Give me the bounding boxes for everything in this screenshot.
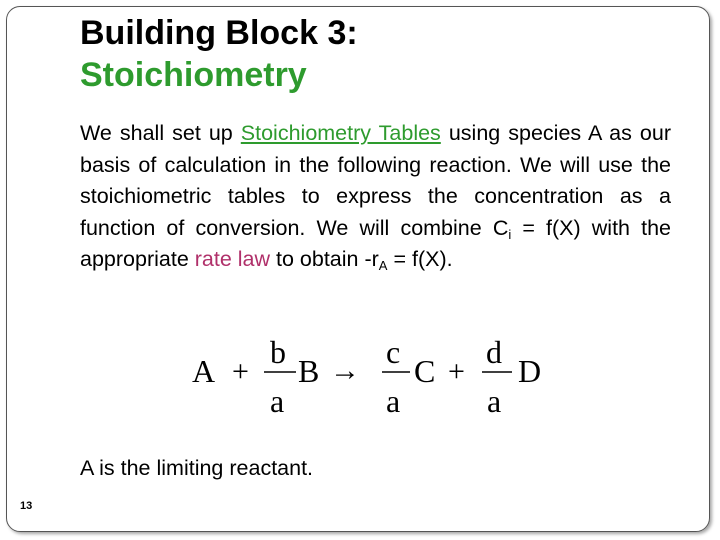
body-text-4: to obtain -r xyxy=(270,247,379,271)
body-paragraph xyxy=(80,118,671,276)
eq-c: c xyxy=(386,334,401,370)
body-text-1: We shall set up xyxy=(80,121,241,145)
body-text-3: = f(X) with the appropriate xyxy=(80,215,671,271)
reaction-equation xyxy=(190,332,560,422)
stoichiometry-tables-link[interactable]: Stoichiometry Tables xyxy=(240,121,441,145)
eq-arrow: → xyxy=(330,354,360,387)
subscript-A: A xyxy=(378,258,388,273)
eq-B: B xyxy=(298,353,320,389)
eq-C: C xyxy=(414,353,436,389)
title-line-2: Stoichiometry xyxy=(80,56,307,94)
eq-plus-1: + xyxy=(232,355,249,388)
eq-d: d xyxy=(486,334,502,370)
eq-a-3: a xyxy=(487,383,502,419)
rate-law-text: rate law xyxy=(194,247,271,271)
eq-a-1: a xyxy=(270,383,285,419)
eq-A: A xyxy=(192,353,216,389)
slide-title xyxy=(80,12,358,96)
subscript-i: i xyxy=(508,226,512,242)
eq-plus-2: + xyxy=(448,355,465,388)
eq-D: D xyxy=(518,353,542,389)
body-text-5: = f(X). xyxy=(387,247,453,271)
title-line-1: Building Block 3: xyxy=(80,14,358,52)
body-text-2: using species A as our basis of calculation in the following reaction. We will use the stoichiometric tables to express the concentration as a function of conversion. We will combine C xyxy=(80,121,671,240)
eq-a-2: a xyxy=(386,383,401,419)
eq-b: b xyxy=(270,334,286,370)
slide-number: 13 xyxy=(20,500,33,512)
limiting-reactant-text: A is the limiting reactant. xyxy=(80,456,314,480)
